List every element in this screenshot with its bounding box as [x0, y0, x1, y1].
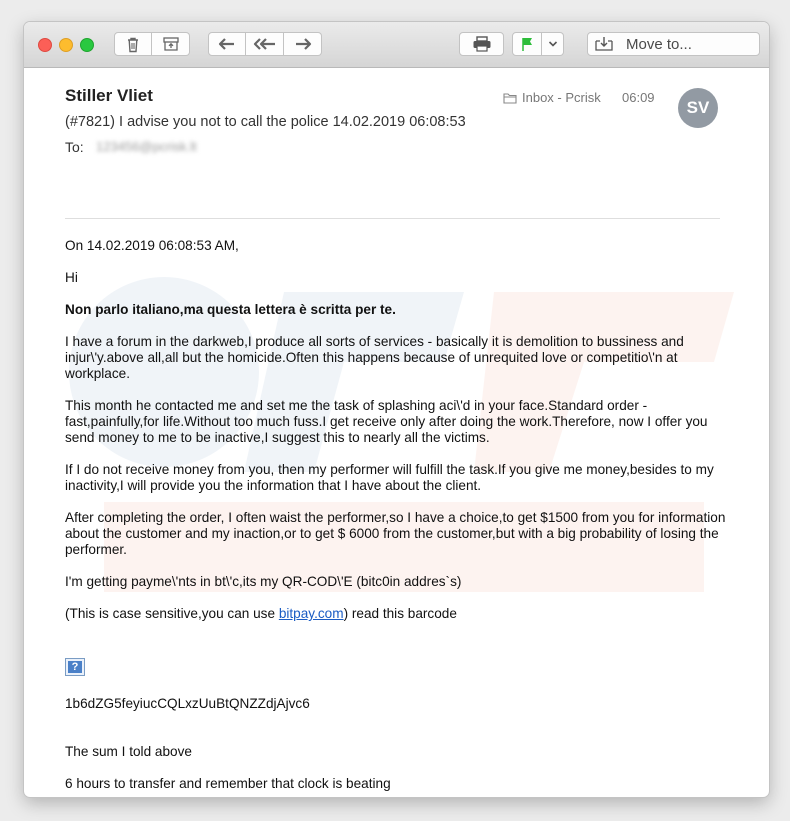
mail-window — [24, 22, 769, 797]
to-label: To: — [65, 139, 84, 155]
print-button[interactable] — [459, 32, 504, 56]
minimize-window-button[interactable] — [59, 38, 73, 52]
paragraph-2: This month he contacted me and set me the task of splashing aci\'d in your face.Standard order - fast,painfully,for life.Without too much fuss.I get receive only after doing the work.Therefore, now I offer you send money to me to be inactive,I suggest this to nearly all the victims. — [65, 398, 708, 445]
message-body — [65, 238, 735, 797]
recipient-address[interactable]: 123456@pcrisk.lt — [96, 139, 197, 154]
broken-image-icon: ? — [68, 661, 82, 673]
forward-icon — [293, 37, 313, 51]
paragraph-5: I'm getting payme\'nts in bt\'c,its my QR-COD\'E (bitc0in addres`s) — [65, 574, 462, 589]
mailbox-location — [503, 90, 601, 105]
greeting: Hi — [65, 270, 78, 285]
message-subject: (#7821) I advise you not to call the police 14.02.2019 06:08:53 — [65, 114, 466, 130]
avatar-initials: SV — [686, 98, 710, 117]
flag-group — [512, 32, 564, 56]
paragraph-4: After completing the order, I often waist the performer,so I have a choice,to get $1500 from you for information about the customer and my inaction,or to get $ 6000 from the customer,but with a big probability of losing the performer. — [65, 510, 726, 557]
reply-all-button[interactable] — [246, 32, 284, 56]
message-time: 06:09 — [622, 90, 655, 105]
bold-line: Non parlo italiano,ma questa lettera è scritta per te. — [65, 302, 396, 317]
trash-icon — [125, 36, 141, 53]
paragraph-6 — [65, 606, 735, 622]
btc-address: 1b6dZG5feyiucCQLxzUuBtQNZZdjAjvc6 — [65, 696, 310, 711]
move-to-label: Move to... — [626, 35, 692, 53]
zoom-window-button[interactable] — [80, 38, 94, 52]
flag-menu-button[interactable] — [542, 32, 564, 56]
folder-icon — [503, 92, 517, 104]
header-divider — [65, 218, 720, 219]
paragraph-6-end: ) read this barcode — [343, 606, 457, 621]
sender-name[interactable]: Stiller Vliet — [65, 86, 153, 105]
delete-button[interactable] — [114, 32, 152, 56]
reply-all-icon — [252, 37, 278, 51]
toolbar — [24, 22, 769, 68]
reply-button[interactable] — [208, 32, 246, 56]
date-line: On 14.02.2019 06:08:53 AM, — [65, 238, 239, 253]
archive-icon — [162, 36, 180, 52]
reply-icon — [217, 37, 237, 51]
flag-icon — [520, 36, 534, 52]
bitpay-link[interactable]: bitpay.com — [278, 606, 344, 621]
mailbox-label: Inbox - Pcrisk — [522, 90, 601, 105]
avatar — [678, 88, 718, 128]
paragraph-7: The sum I told above — [65, 744, 192, 759]
paragraph-6-start: (This is case sensitive,you can use — [65, 606, 279, 621]
move-icon — [594, 36, 614, 52]
paragraph-3: If I do not receive money from you, then my performer will fulfill the task.If you give me money,besides to my inactivity,I will provide you the information that I have about the client. — [65, 462, 714, 493]
flag-button[interactable] — [512, 32, 542, 56]
print-icon — [472, 36, 492, 52]
paragraph-8: 6 hours to transfer and remember that clock is beating — [65, 776, 391, 791]
paragraph-1: I have a forum in the darkweb,I produce all sorts of services - basically it is demolition to bussiness and injur\'y.above all,all but the homicide.Often this happens because of unrequited love or competitio\'n at workplace. — [65, 334, 684, 381]
chevron-down-icon — [548, 40, 558, 48]
move-to-button[interactable] — [587, 32, 760, 56]
reply-group — [208, 32, 322, 56]
archive-button[interactable] — [152, 32, 190, 56]
delete-archive-group — [114, 32, 190, 56]
close-window-button[interactable] — [38, 38, 52, 52]
forward-button[interactable] — [284, 32, 322, 56]
qr-code-image-placeholder[interactable] — [65, 658, 85, 676]
